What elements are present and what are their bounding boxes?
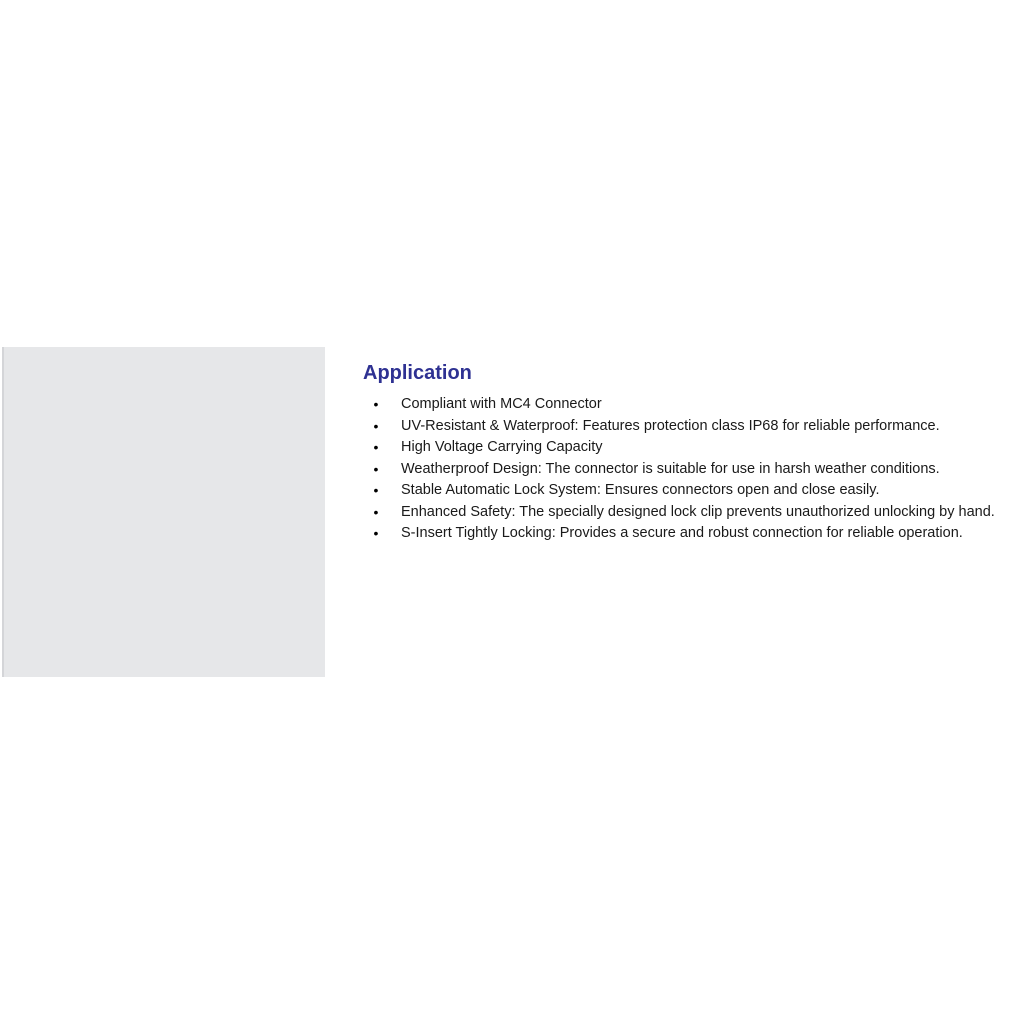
list-item-text: Weatherproof Design: The connector is suitable for use in harsh weather conditions. xyxy=(401,460,940,477)
image-placeholder-panel xyxy=(2,347,325,677)
application-section xyxy=(363,360,1003,545)
list-item-text: Enhanced Safety: The specially designed lock clip prevents unauthorized unlocking by hand. xyxy=(401,503,995,520)
list-item xyxy=(363,523,1003,545)
bullet-icon: • xyxy=(373,417,379,434)
bullet-icon: • xyxy=(373,482,379,498)
bullet-icon: • xyxy=(373,439,379,455)
bullet-icon: • xyxy=(373,460,379,477)
list-item xyxy=(363,459,1003,481)
list-item xyxy=(363,437,1003,459)
list-item-text: S-Insert Tightly Locking: Provides a secure and robust connection for reliable operation. xyxy=(401,525,963,541)
list-item-text: UV-Resistant & Waterproof: Features protection class IP68 for reliable performance. xyxy=(401,417,940,434)
bullet-icon: • xyxy=(373,503,379,520)
list-item xyxy=(363,394,1003,416)
list-item xyxy=(363,502,1003,524)
list-item-text: Compliant with MC4 Connector xyxy=(401,396,602,412)
list-item xyxy=(363,416,1003,438)
bullet-icon: • xyxy=(373,525,379,541)
section-heading: Application xyxy=(363,362,472,384)
list-item-text: High Voltage Carrying Capacity xyxy=(401,439,603,455)
list-item-text: Stable Automatic Lock System: Ensures connectors open and close easily. xyxy=(401,482,880,498)
feature-list xyxy=(363,394,1003,545)
bullet-icon: • xyxy=(373,396,379,412)
list-item xyxy=(363,480,1003,502)
